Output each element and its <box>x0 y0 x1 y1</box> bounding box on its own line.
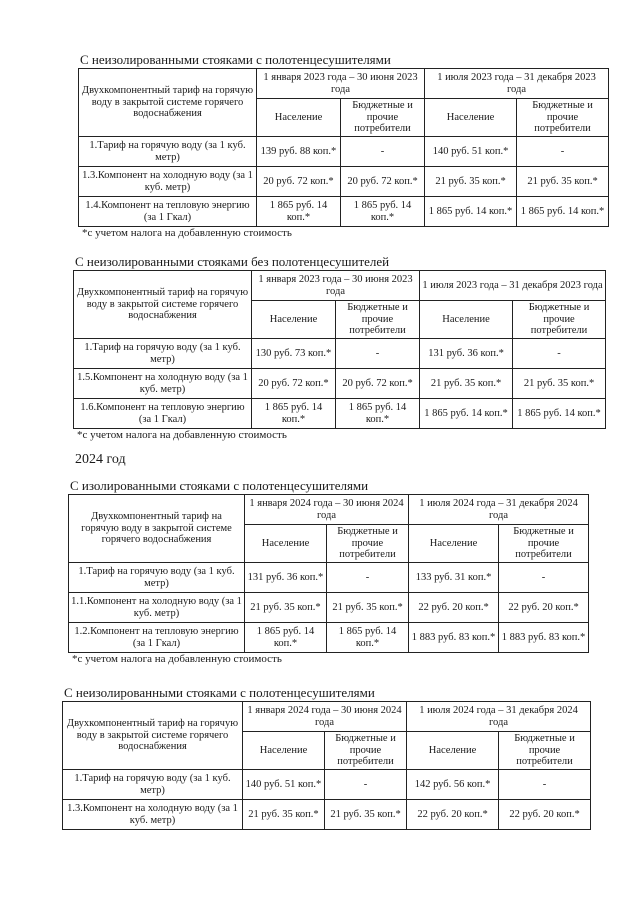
column-header: Население <box>420 301 513 339</box>
header-label: Двухкомпонентный тариф на горячую воду в закрытой системе горячего водоснабжения <box>79 69 257 137</box>
table-cell: 1 865 руб. 14 коп.* <box>245 623 327 653</box>
column-header: Бюджетные и прочие потребители <box>517 99 609 137</box>
tariff-table <box>62 701 591 830</box>
column-header: Бюджетные и прочие потребители <box>499 525 589 563</box>
table-cell: 1 883 руб. 83 коп.* <box>499 623 589 653</box>
row-label: 1.Тариф на горячую воду (за 1 куб. метр) <box>69 563 245 593</box>
table-cell: 1 865 руб. 14 коп.* <box>513 399 606 429</box>
header-label: Двухкомпонентный тариф на горячую воду в закрытой системе горячего водоснабжения <box>74 271 252 339</box>
table-cell: - <box>499 563 589 593</box>
table-cell: - <box>517 137 609 167</box>
row-label: 1.Тариф на горячую воду (за 1 куб. метр) <box>63 770 243 800</box>
table-cell: 139 руб. 88 коп.* <box>257 137 341 167</box>
column-header: Население <box>409 525 499 563</box>
row-label: 1.4.Компонент на тепловую энергию (за 1 Гкал) <box>79 197 257 227</box>
period-header: 1 июля 2023 года – 31 декабря 2023 года <box>425 69 609 99</box>
column-header: Население <box>425 99 517 137</box>
tariff-section-4 <box>62 686 591 830</box>
table-cell: 1 865 руб. 14 коп.* <box>252 399 336 429</box>
table-cell: 133 руб. 31 коп.* <box>409 563 499 593</box>
table-cell: 21 руб. 35 коп.* <box>425 167 517 197</box>
table-cell: 1 865 руб. 14 коп.* <box>517 197 609 227</box>
tariff-section-3 <box>68 479 589 665</box>
table-cell: 1 865 руб. 14 коп.* <box>257 197 341 227</box>
column-header: Бюджетные и прочие потребители <box>513 301 606 339</box>
table-cell: 21 руб. 35 коп.* <box>245 593 327 623</box>
period-header: 1 июля 2024 года – 31 декабря 2024 года <box>407 702 591 732</box>
table-cell: 1 865 руб. 14 коп.* <box>420 399 513 429</box>
column-header: Бюджетные и прочие потребители <box>336 301 420 339</box>
column-header: Население <box>407 732 499 770</box>
table-cell: 20 руб. 72 коп.* <box>257 167 341 197</box>
row-label: 1.2.Компонент на тепловую энергию (за 1 Гкал) <box>69 623 245 653</box>
year-heading: 2024 год <box>75 452 126 467</box>
table-cell: 20 руб. 72 коп.* <box>336 369 420 399</box>
period-header: 1 января 2023 года – 30 июня 2023 года <box>257 69 425 99</box>
footnote: *с учетом налога на добавленную стоимость <box>72 653 282 665</box>
row-label: 1.6.Компонент на тепловую энергию (за 1 Гкал) <box>74 399 252 429</box>
column-header: Бюджетные и прочие потребители <box>341 99 425 137</box>
table-cell: 131 руб. 36 коп.* <box>420 339 513 369</box>
table-row <box>79 167 609 197</box>
table-row <box>63 770 591 800</box>
table-cell: - <box>499 770 591 800</box>
table-cell: - <box>325 770 407 800</box>
period-header: 1 января 2023 года – 30 июня 2023 года <box>252 271 420 301</box>
footnote: *с учетом налога на добавленную стоимость <box>82 227 292 239</box>
table-cell: 21 руб. 35 коп.* <box>420 369 513 399</box>
table-cell: 140 руб. 51 коп.* <box>243 770 325 800</box>
tariff-section-2 <box>73 255 606 441</box>
tariff-table <box>78 68 609 227</box>
table-cell: 20 руб. 72 коп.* <box>341 167 425 197</box>
table-cell: 130 руб. 73 коп.* <box>252 339 336 369</box>
table-cell: - <box>513 339 606 369</box>
row-label: 1.1.Компонент на холодную воду (за 1 куб. метр) <box>69 593 245 623</box>
column-header: Население <box>245 525 327 563</box>
table-cell: 142 руб. 56 коп.* <box>407 770 499 800</box>
period-header: 1 января 2024 года – 30 июня 2024 года <box>243 702 407 732</box>
tariff-section-1 <box>78 53 609 239</box>
table-cell: 21 руб. 35 коп.* <box>325 800 407 830</box>
section-title: С изолированными стояками с полотенцесушителями <box>70 478 369 493</box>
table-cell: 1 883 руб. 83 коп.* <box>409 623 499 653</box>
table-cell: 21 руб. 35 коп.* <box>327 593 409 623</box>
section-title: С неизолированными стояками с полотенцесушителями <box>64 685 375 700</box>
row-label: 1.3.Компонент на холодную воду (за 1 куб. метр) <box>79 167 257 197</box>
tariff-table <box>73 270 606 429</box>
table-row <box>69 623 589 653</box>
table-cell: 22 руб. 20 коп.* <box>409 593 499 623</box>
column-header: Население <box>243 732 325 770</box>
table-cell: 21 руб. 35 коп.* <box>243 800 325 830</box>
row-label: 1.5.Компонент на холодную воду (за 1 куб. метр) <box>74 369 252 399</box>
table-row <box>69 593 589 623</box>
section-title: С неизолированными стояками с полотенцесушителями <box>80 52 391 67</box>
table-row <box>79 137 609 167</box>
footnote: *с учетом налога на добавленную стоимость <box>77 429 287 441</box>
section-title: С неизолированными стояками без полотенцесушителей <box>75 254 390 269</box>
table-row <box>74 339 606 369</box>
table-cell: - <box>341 137 425 167</box>
table-cell: 1 865 руб. 14 коп.* <box>327 623 409 653</box>
table-cell: 22 руб. 20 коп.* <box>499 800 591 830</box>
table-cell: 20 руб. 72 коп.* <box>252 369 336 399</box>
table-row <box>69 563 589 593</box>
table-cell: 131 руб. 36 коп.* <box>245 563 327 593</box>
row-label: 1.Тариф на горячую воду (за 1 куб. метр) <box>74 339 252 369</box>
table-cell: 1 865 руб. 14 коп.* <box>341 197 425 227</box>
table-cell: 21 руб. 35 коп.* <box>513 369 606 399</box>
tariff-table <box>68 494 589 653</box>
column-header: Население <box>252 301 336 339</box>
header-label: Двухкомпонентный тариф на горячую воду в закрытой системе горячего водоснабжения <box>63 702 243 770</box>
table-row <box>74 399 606 429</box>
table-cell: 1 865 руб. 14 коп.* <box>336 399 420 429</box>
period-header: 1 июля 2024 года – 31 декабря 2024 года <box>409 495 589 525</box>
table-row <box>63 800 591 830</box>
column-header: Бюджетные и прочие потребители <box>327 525 409 563</box>
table-cell: - <box>336 339 420 369</box>
row-label: 1.3.Компонент на холодную воду (за 1 куб. метр) <box>63 800 243 830</box>
table-cell: - <box>327 563 409 593</box>
table-cell: 21 руб. 35 коп.* <box>517 167 609 197</box>
table-cell: 140 руб. 51 коп.* <box>425 137 517 167</box>
table-cell: 22 руб. 20 коп.* <box>407 800 499 830</box>
table-row <box>79 197 609 227</box>
table-row <box>74 369 606 399</box>
header-label: Двухкомпонентный тариф на горячую воду в закрытой системе горячего водоснабжения <box>69 495 245 563</box>
period-header: 1 января 2024 года – 30 июня 2024 года <box>245 495 409 525</box>
column-header: Бюджетные и прочие потребители <box>325 732 407 770</box>
column-header: Бюджетные и прочие потребители <box>499 732 591 770</box>
row-label: 1.Тариф на горячую воду (за 1 куб. метр) <box>79 137 257 167</box>
table-cell: 22 руб. 20 коп.* <box>499 593 589 623</box>
period-header: 1 июля 2023 года – 31 декабря 2023 года <box>420 271 606 301</box>
column-header: Население <box>257 99 341 137</box>
table-cell: 1 865 руб. 14 коп.* <box>425 197 517 227</box>
